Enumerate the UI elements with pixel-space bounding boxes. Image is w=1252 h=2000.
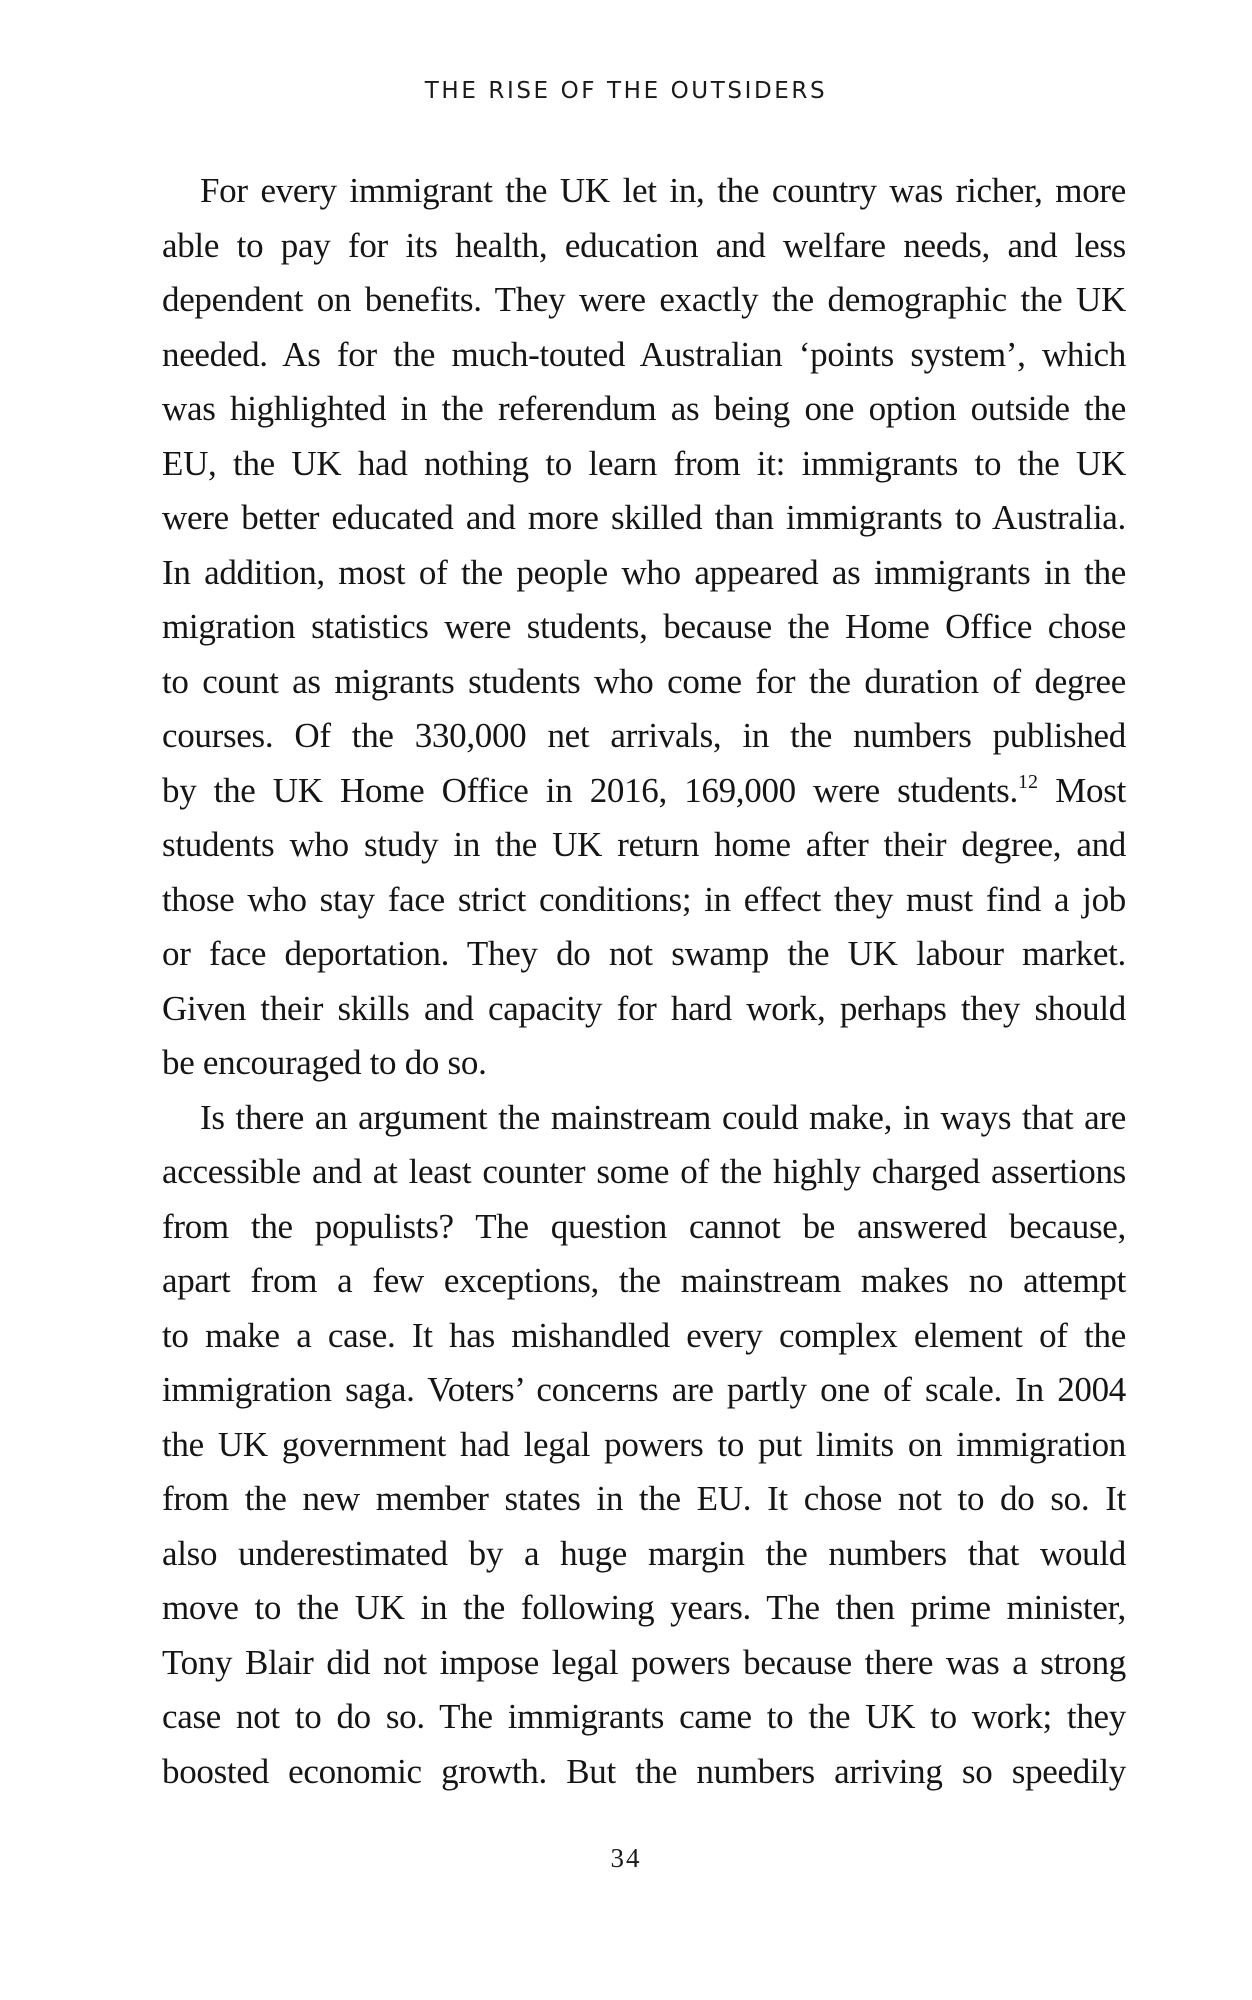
text-line: move to the UK in the following years. The then prime minister, (162, 1588, 1126, 1627)
text-line: able to pay for its health, education and welfare needs, and less (162, 225, 1126, 265)
text-line: the UK government had legal powers to put limits on immigration (162, 1424, 1126, 1464)
text-line: accessible and at least counter some of the highly charged assertions (162, 1152, 1126, 1191)
text-line: be encouraged to do so. (162, 1043, 487, 1082)
paragraph-1 (162, 164, 1126, 1091)
text-line: to make a case. It has mishandled every complex element of the (162, 1315, 1126, 1355)
text-line: migration statistics were students, because the Home Office chose (162, 607, 1126, 646)
text-line: courses. Of the 330,000 net arrivals, in the numbers published (162, 716, 1126, 755)
text-line: was highlighted in the referendum as being one option outside the (162, 389, 1126, 428)
running-head: THE RISE OF THE OUTSIDERS (424, 78, 828, 104)
text-line: For every immigrant the UK let in, the country was richer, more (200, 171, 1126, 210)
paragraph-2 (162, 1091, 1126, 1800)
text-line: boosted economic growth. But the numbers arriving so speedily (162, 1751, 1126, 1791)
body-text (162, 164, 1126, 1799)
text-line: were better educated and more skilled than immigrants to Australia. (162, 498, 1126, 537)
page-number: 34 (610, 1843, 642, 1873)
text-line: EU, the UK had nothing to learn from it: immigrants to the UK (162, 443, 1126, 483)
text-line: case not to do so. The immigrants came to the UK to work; they (162, 1697, 1126, 1736)
text-line: or face deportation. They do not swamp the UK labour market. (162, 934, 1126, 973)
text-span: by the UK Home Office in 2016, 169,000 were students. (162, 770, 1018, 810)
text-line: Is there an argument the mainstream could make, in ways that are (200, 1097, 1126, 1137)
text-line: those who stay face strict conditions; in effect they must find a job (162, 879, 1126, 919)
text-line: dependent on benefits. They were exactly the demographic the UK (162, 280, 1126, 319)
text-line: In addition, most of the people who appeared as immigrants in the (162, 552, 1126, 592)
text-line: from the populists? The question cannot be answered because, (162, 1206, 1126, 1246)
text-line: students who study in the UK return home after their degree, and (162, 825, 1126, 864)
text-line: from the new member states in the EU. It chose not to do so. It (162, 1479, 1126, 1518)
footnote-marker[interactable]: 12 (1017, 770, 1038, 793)
text-line: apart from a few exceptions, the mainstream makes no attempt (162, 1261, 1126, 1300)
text-line: immigration saga. Voters’ concerns are partly one of scale. In 2004 (162, 1370, 1126, 1409)
text-line: needed. As for the much-touted Australian ‘points system’, which (162, 334, 1126, 374)
text-line: also underestimated by a huge margin the numbers that would (162, 1533, 1126, 1573)
text-line: Tony Blair did not impose legal powers because there was a strong (162, 1642, 1126, 1682)
text-line: Given their skills and capacity for hard work, perhaps they should (162, 988, 1126, 1028)
text-line-with-footnote (162, 764, 1126, 819)
text-span: Most (1037, 770, 1126, 810)
text-line: to count as migrants students who come for the duration of degree (162, 661, 1126, 701)
